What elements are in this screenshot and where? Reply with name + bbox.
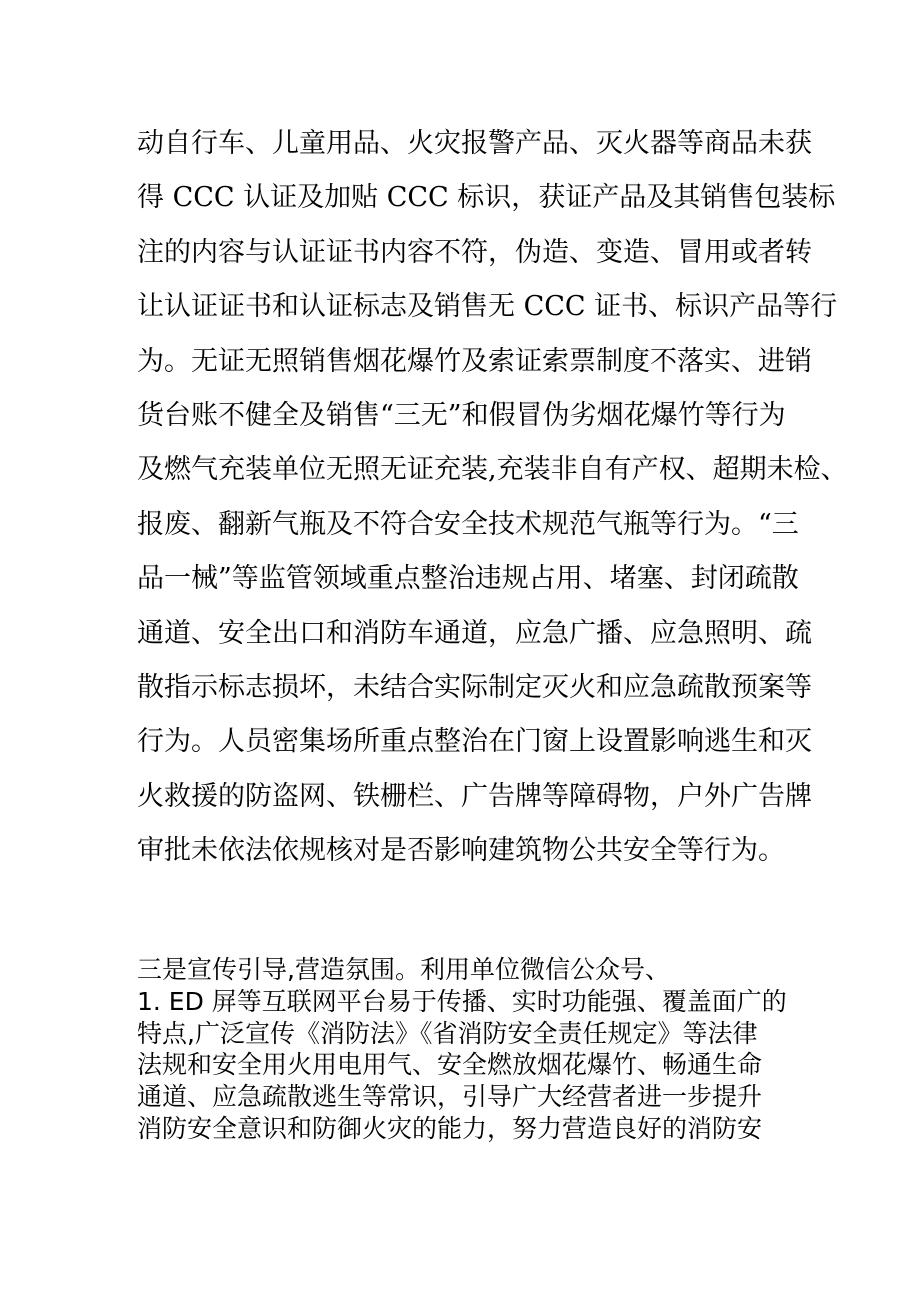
text-line: 法规和安全用火用电用气、安全燃放烟花爆竹、畅通生命: [137, 1050, 763, 1080]
text-line: 1. ED 屏等互联网平台易于传播、实时功能强、覆盖面广的: [137, 986, 787, 1016]
text-line: 报废、翻新气瓶及不符合安全技术规范气瓶等行为。“三: [137, 508, 799, 540]
text-line: 品一械”等监管领域重点整治违规占用、堵塞、封闭疏散: [137, 563, 799, 595]
text-line: 注的内容与认证证书内容不符，伪造、变造、冒用或者转: [137, 236, 812, 268]
text-line: 通道、应急疏散逃生等常识，引导广大经营者进一步提升: [137, 1082, 763, 1112]
text-line: 特点,广泛宣传《消防法》《省消防安全责任规定》等法律: [137, 1018, 758, 1048]
text-line: 得 CCC 认证及加贴 CCC 标识，获证产品及其销售包装标: [137, 182, 836, 214]
text-line: 让认证证书和认证标志及销售无 CCC 证书、标识产品等行: [137, 291, 838, 323]
text-line: 及燃气充装单位无照无证充装,充装非自有产权、超期未检、: [137, 454, 848, 486]
body-paragraph-2: [137, 954, 837, 1145]
text-line: 通道、安全出口和消防车通道，应急广播、应急照明、疏: [137, 617, 812, 649]
text-line: 散指示标志损坏，未结合实际制定灭火和应急疏散预案等: [137, 671, 812, 703]
body-paragraph-1: [137, 117, 848, 878]
text-line: 行为。人员密集场所重点整治在门窗上设置影响逃生和灭: [137, 726, 812, 758]
text-line: 消防安全意识和防御火灾的能力，努力营造良好的消防安: [137, 1113, 763, 1143]
text-line: 火救援的防盗网、铁栅栏、广告牌等障碍物，户外广告牌: [137, 780, 812, 812]
text-line: 为。无证无照销售烟花爆竹及索证索票制度不落实、进销: [137, 345, 812, 377]
text-line: 动自行车、儿童用品、火灾报警产品、灭火器等商品未获: [137, 128, 812, 159]
text-line: 货台账不健全及销售“三无”和假冒伪劣烟花爆竹等行为: [137, 399, 786, 431]
text-line: 审批未依法依规核对是否影响建筑物公共安全等行为。: [137, 835, 785, 867]
text-line: 三是宣传引导,营造氛围。利用单位微信公众号、: [137, 955, 670, 984]
